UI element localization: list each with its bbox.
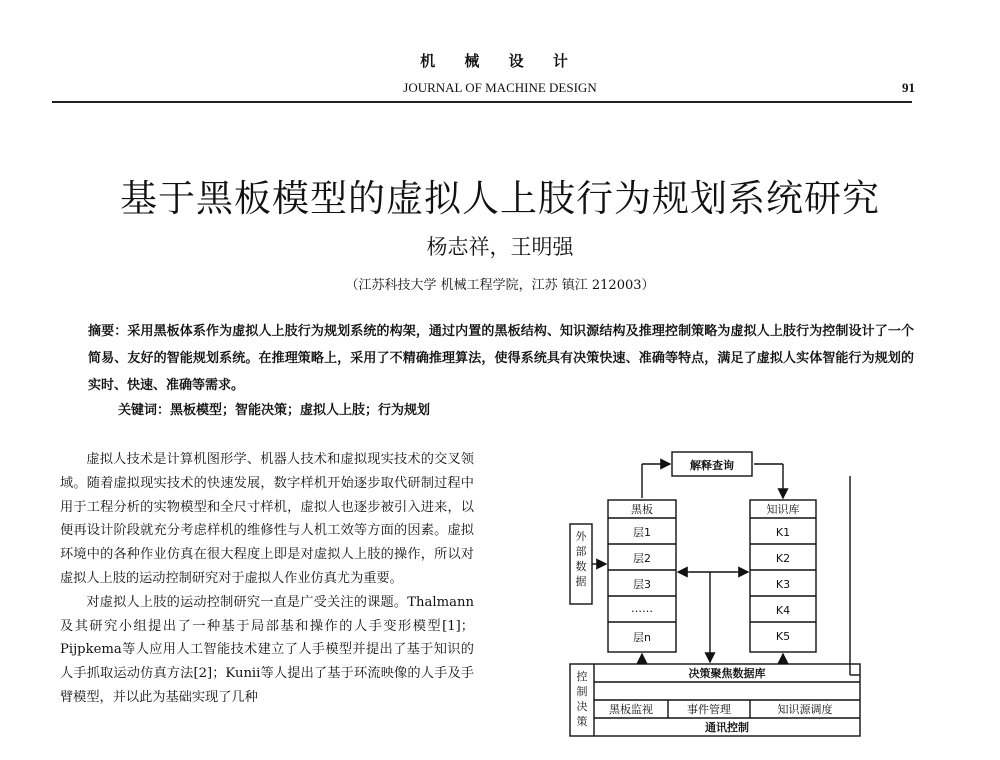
header-rule xyxy=(52,101,912,103)
keywords: 关键词：黑板模型；智能决策；虚拟人上肢；行为规划 xyxy=(118,403,431,418)
module-label: 黑板监视 xyxy=(609,703,653,716)
comm-control-label: 通讯控制 xyxy=(705,721,749,734)
knowledge-item: K4 xyxy=(775,604,791,617)
module-label: 知识源调度 xyxy=(777,703,833,716)
decision-db-label: 决策聚焦数据库 xyxy=(688,667,766,680)
blackboard-layer: …… xyxy=(631,602,653,615)
module-label: 事件管理 xyxy=(687,703,731,716)
knowledge-base-header: 知识库 xyxy=(766,503,800,516)
knowledge-item: K5 xyxy=(775,630,791,643)
blackboard-layer: 层n xyxy=(633,631,651,644)
body-paragraph: 对虚拟人上肢的运动控制研究一直是广受关注的课题。Thalmann及其研究小组提出了一种基于局部基和操作的人手变形模型[1]；Pijpkema等人应用人工智能技术建立了人手模型并提出了基于知识的人手抓取运动仿真方法[2]；Kunii等人提出了基于环流映像的人手及手臂模型，并以此为基础实现了几种 xyxy=(60,594,474,705)
page-number: 91 xyxy=(902,80,915,95)
authors: 杨志祥，王明强 xyxy=(426,235,574,259)
paper-title: 基于黑板模型的虚拟人上肢行为规划系统研究 xyxy=(120,177,880,220)
body-text xyxy=(60,448,474,710)
journal-title-cn: 机 械 设 计 xyxy=(420,52,580,70)
explain-query-label: 解释查询 xyxy=(690,459,734,472)
blackboard-box xyxy=(608,500,676,652)
blackboard-layer: 层2 xyxy=(633,552,651,565)
blackboard-layer: 层1 xyxy=(633,526,651,539)
affiliation: （江苏科技大学 机械工程学院，江苏 镇江 212003） xyxy=(345,278,655,293)
body-paragraph: 虚拟人技术是计算机图形学、机器人技术和虚拟现实技术的交叉领域。随着虚拟现实技术的快速发展，数字样机开始逐步取代研制过程中用于工程分析的实物模型和全尺寸样机，虚拟人也逐步被引入进来，以便再设计阶段就充分考虑样机的维修性与人机工效等方面的因素。虚拟环境中的各种作业仿真在很大程度上即是对虚拟人上肢的操作，所以对虚拟人上肢的运动控制研究对于虚拟人作业仿真尤为重要。 xyxy=(60,452,474,586)
blackboard-header: 黑板 xyxy=(631,503,653,516)
blackboard-layer: 层3 xyxy=(633,578,651,591)
journal-title-en: JOURNAL OF MACHINE DESIGN xyxy=(403,80,597,95)
architecture-diagram xyxy=(560,440,910,750)
abstract: 摘要：采用黑板体系作为虚拟人上肢行为规划系统的构架，通过内置的黑板结构、知识源结构及推理控制策略为虚拟人上肢行为控制设计了一个简易、友好的智能规划系统。在推理策略上，采用了不精确推理算法，使得系统具有决策快速、准确等特点，满足了虚拟人实体智能行为规划的实时、快速、准确等需求。 xyxy=(88,324,914,393)
knowledge-item: K1 xyxy=(775,526,791,539)
knowledge-item: K3 xyxy=(775,578,791,591)
knowledge-item: K2 xyxy=(775,552,791,565)
external-data-label: 外部数据 xyxy=(575,530,587,588)
control-decision-label: 控制决策 xyxy=(576,670,588,728)
